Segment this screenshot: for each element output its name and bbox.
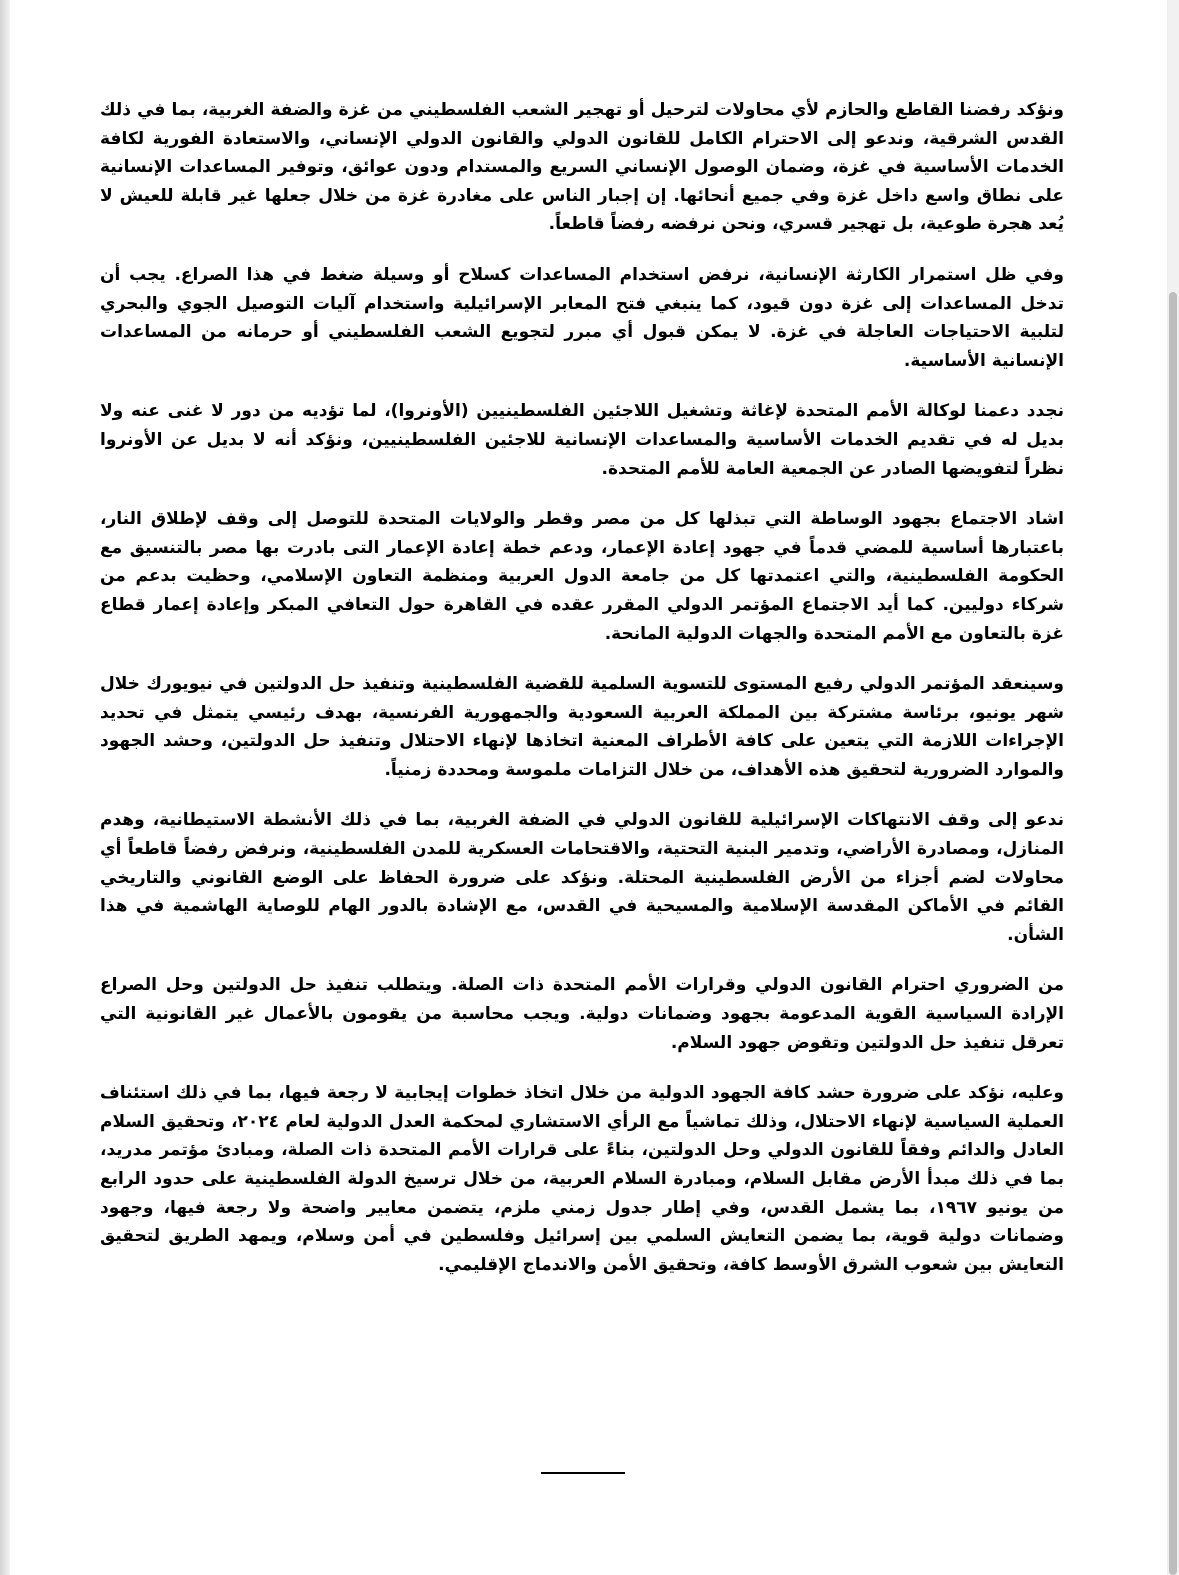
scrollbar-track[interactable] [1167,0,1179,1575]
paragraph-west-bank-violations: ندعو إلى وقف الانتهاكات الإسرائيلية للقانون الدولي في الضفة الغربية، بما في ذلك الأنشطة الاستيطانية، وهدم المنازل، ومصادرة الأراضي، وتدمير البنية التحتية، والاقتحامات العسكرية للمدن الفلسطينية، ونرفض رفضاً قاطعاً أي محاولات لضم أجزاء من الأرض الفلسطينية المحتلة. ونؤكد على ضرورة الحفاظ على الوضع القانوني والتاريخي القائم في الأماكن المقدسة الإسلامية والمسيحية في القدس، مع الإشادة بالدور الهام للوصاية الهاشمية في هذا الشأن. [100,810,1064,945]
page-left-edge [0,0,10,1575]
paragraph-unrwa-support: نجدد دعمنا لوكالة الأمم المتحدة لإغاثة وتشغيل اللاجئين الفلسطينيين (الأونروا)، لما تؤديه من دور لا غنى عنه ولا بديل له في تقديم الخدمات الأساسية والمساعدات الإنسانية للاجئين الفلسطينيين، ونؤكد أنه لا بديل عن الأونروا نظراً لتفويضها الصادر عن الجمعية العامة للأمم المتحدة. [100,401,1064,479]
scrollbar-thumb[interactable] [1169,292,1177,1575]
paragraph-displacement-rejection: ونؤكد رفضنا القاطع والحازم لأي محاولات لترحيل أو تهجير الشعب الفلسطيني من غزة والضفة الغربية، بما في ذلك القدس الشرقية، وندعو إلى الاحترام الكامل للقانون الدولي والقانون الدولي الإنساني، والاستعادة الفورية لكافة الخدمات الأساسية في غزة، وضمان الوصول الإنساني السريع والمستدام ودون عوائق، وتوفير المساعدات الإنسانية على نطاق واسع داخل غزة وفي جميع أنحائها. إن إجبار الناس على مغادرة غزة من خلال جعلها غير قابلة للعيش لا يُعد هجرة طوعية، بل تهجير قسري، ونحن نرفضه رفضاً قاطعاً. [100,100,1064,235]
paragraph-humanitarian-aid: وفي ظل استمرار الكارثة الإنسانية، نرفض استخدام المساعدات كسلاح أو وسيلة ضغط في هذا الصراع. يجب أن تدخل المساعدات إلى غزة دون قيود، كما ينبغي فتح المعابر الإسرائيلية واستخدام آليات التوصيل الجوي والبحري لتلبية الاحتياجات العاجلة في غزة. لا يمكن قبول أي مبرر لتجويع الشعب الفلسطيني أو حرمانه من المساعدات الإنسانية الأساسية. [100,264,1064,371]
paragraph-two-state-solution: وعليه، نؤكد على ضرورة حشد كافة الجهود الدولية من خلال اتخاذ خطوات إيجابية لا رجعة فيها، بما في ذلك استئناف العملية السياسية لإنهاء الاحتلال، وذلك تماشياً مع الرأي الاستشاري لمحكمة العدل الدولية لعام ٢٠٢٤، وتحقيق السلام العادل والدائم وفقاً للقانون الدولي وحل الدولتين، بناءً على قرارات الأمم المتحدة ذات الصلة، ومبادئ مؤتمر مدريد، بما في ذلك مبدأ الأرض مقابل السلام، ومبادرة السلام العربية، من خلال ترسيخ الدولة الفلسطينية على حدود الرابع من يونيو ١٩٦٧، بما يشمل القدس، وفي إطار جدول زمني ملزم، يتضمن معايير واضحة ولا رجعة فيها، وجهود وضمانات دولية قوية، بما يضمن التعايش السلمي بين إسرائيل وفلسطين في أمن وسلام، ويمهد الطريق لتحقيق التعايش بين شعوب الشرق الأوسط كافة، وتحقيق الأمن والاندماج الإقليمي. [100,1083,1065,1275]
end-separator-line [541,1472,625,1474]
paragraph-mediation-reconstruction: اشاد الاجتماع بجهود الوساطة التي تبذلها كل من مصر وقطر والولايات المتحدة للتوصل إلى وقف لإطلاق النار، باعتبارها أساسية للمضي قدماً في جهود إعادة الإعمار، ودعم خطة إعادة الإعمار التى بادرت بها مصر بالتنسيق مع الحكومة الفلسطينية، والتي اعتمدتها كل من جامعة الدول العربية ومنظمة التعاون الإسلامي، وحظيت بدعم من شركاء دوليين. كما أيد الاجتماع المؤتمر الدولي المقرر عقده في القاهرة حول التعافي المبكر وإعادة إعمار قطاع غزة بالتعاون مع الأمم المتحدة والجهات الدولية المانحة. [100,509,1064,644]
paragraph-international-law: من الضروري احترام القانون الدولي وقرارات الأمم المتحدة ذات الصلة. ويتطلب تنفيذ حل الدولتين وحل الصراع الإرادة السياسية القوية المدعومة بجهود وضمانات دولية. ويجب محاسبة من يقومون بالأعمال غير القانونية التي تعرقل تنفيذ حل الدولتين وتقوض جهود السلام. [100,975,1064,1053]
paragraph-international-conference: وسينعقد المؤتمر الدولي رفيع المستوى للتسوية السلمية للقضية الفلسطينية وتنفيذ حل الدولتين في نيويورك خلال شهر يونيو، برئاسة مشتركة بين المملكة العربية السعودية والجمهورية الفرنسية، بهدف رئيسي يتمثل في تحديد الإجراءات اللازمة التي يتعين على كافة الأطراف المعنية اتخاذها لإنهاء الاحتلال وتنفيذ حل الدولتين، وحشد الجهود والموارد الضرورية لتحقيق هذه الأهداف، من خلال التزامات ملموسة ومحددة زمنياً. [100,674,1064,780]
document-body [100,96,1064,1279]
